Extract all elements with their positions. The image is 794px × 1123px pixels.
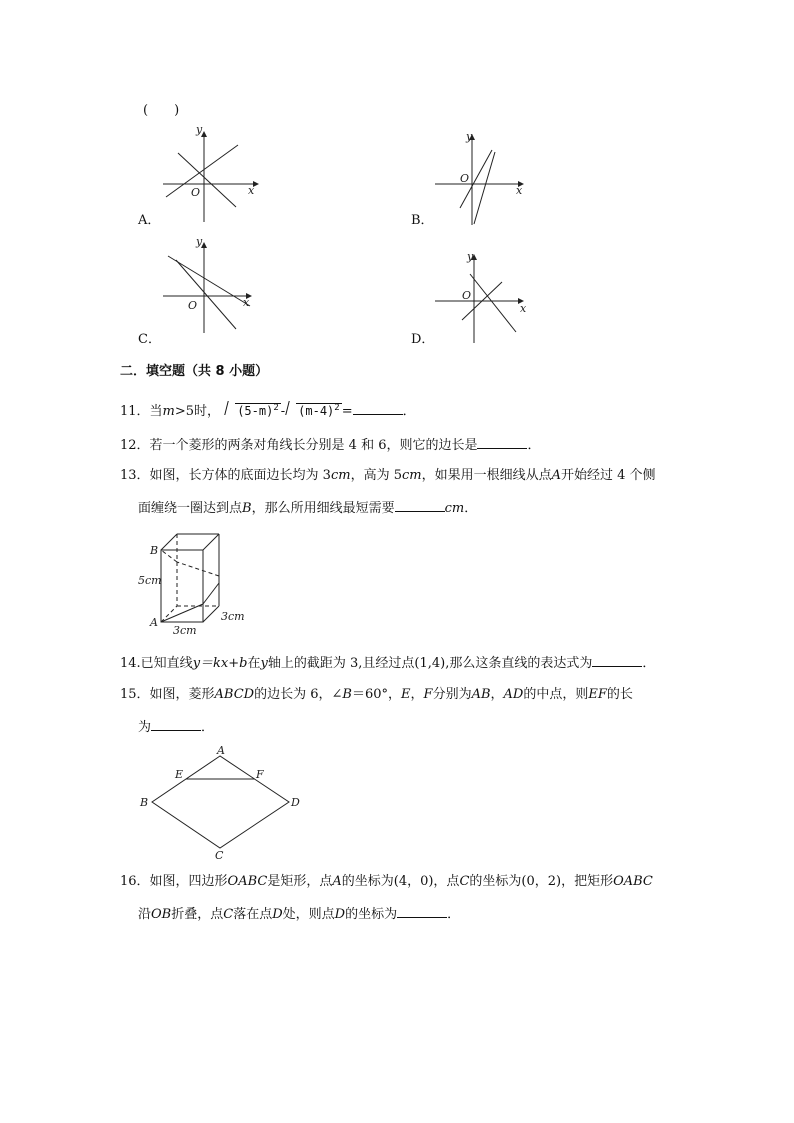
line-2 (176, 260, 236, 329)
answer-blank-11[interactable] (353, 402, 403, 415)
svg-text:F: F (256, 768, 264, 781)
svg-text:5cm: 5cm (138, 574, 162, 587)
question-14: 14.已知直线y＝kx+b在y轴上的截距为 3,且经过点(1,4),那么这条直线的表达式为 ． (120, 656, 656, 671)
question-11: 11．当m>5时， $(5-m)^2 - (m-4)^2$ = ． (120, 399, 416, 421)
svg-text:C: C (215, 849, 224, 862)
answer-blank-16[interactable] (397, 905, 447, 918)
choice-b-label: B． (411, 213, 434, 228)
y-label: y (466, 130, 473, 143)
svg-text:3cm: 3cm (221, 610, 245, 623)
cuboid-figure (135, 528, 255, 643)
choice-d-label: D． (411, 332, 435, 347)
choice-a-label: A． (138, 213, 161, 228)
answer-blank-15[interactable] (151, 718, 201, 731)
question-15-line1: 15．如图，菱形ABCD的边长为 6，∠B＝60°，E，F分别为AB，AD的中点，则EF的长 (120, 687, 633, 702)
answer-blank-12[interactable] (477, 436, 527, 449)
x-label: x (243, 296, 250, 309)
origin-label: O (191, 186, 201, 199)
graph-d (432, 246, 532, 346)
svg-text:E: E (175, 768, 184, 781)
sqrt-1: $(5-m)^2$ (226, 399, 281, 421)
rhombus-figure (135, 746, 310, 864)
graph-b (432, 128, 532, 228)
svg-text:A: A (150, 616, 158, 629)
y-label: y (196, 236, 203, 248)
rhombus-abcd (152, 756, 289, 848)
origin-label: O (188, 299, 198, 312)
cuboid-front (161, 550, 203, 622)
answer-blank-13[interactable] (395, 499, 445, 512)
svg-text:A: A (217, 746, 225, 757)
line-decreasing (470, 274, 516, 332)
answer-blank-14[interactable] (592, 654, 642, 667)
graph-c (158, 236, 263, 336)
y-label: y (467, 250, 474, 263)
svg-text:B: B (150, 544, 159, 557)
question-12: 12．若一个菱形的两条对角线长分别是 4 和 6，则它的边长是 ． (120, 438, 541, 453)
svg-text:3cm: 3cm (173, 624, 197, 637)
question-13-line1: 13．如图，长方体的底面边长均为 3cm，高为 5cm，如果用一根细线从点A开始经过 4 个侧 (120, 468, 656, 483)
svg-text:D: D (291, 796, 300, 809)
svg-text:B: B (140, 796, 149, 809)
line-decreasing (178, 153, 236, 207)
question-16-line1: 16．如图，四边形OABC是矩形，点A的坐标为(4，0)，点C的坐标为(0，2)，把矩形OABC (120, 874, 653, 889)
x-label: x (520, 302, 527, 315)
question-15-line2: 为 ． (138, 720, 215, 735)
graph-a (158, 125, 263, 225)
y-label: y (196, 125, 203, 136)
x-label: x (516, 184, 523, 197)
x-label: x (248, 184, 255, 197)
origin-label: O (462, 289, 472, 302)
line-increasing (166, 145, 238, 197)
origin-label: O (460, 172, 470, 185)
section-title: 二．填空题（共 8 小题） (120, 364, 269, 379)
answer-paren: ( ) (143, 103, 180, 118)
sqrt-2: $(m-4)^2$ (287, 399, 342, 421)
question-13-line2: 面缠绕一圈达到点B，那么所用细线最短需要 cm． (138, 501, 478, 516)
choice-c-label: C． (138, 332, 161, 347)
question-16-line2: 沿OB折叠，点C落在点D处，则点D的坐标为 ． (138, 907, 461, 922)
